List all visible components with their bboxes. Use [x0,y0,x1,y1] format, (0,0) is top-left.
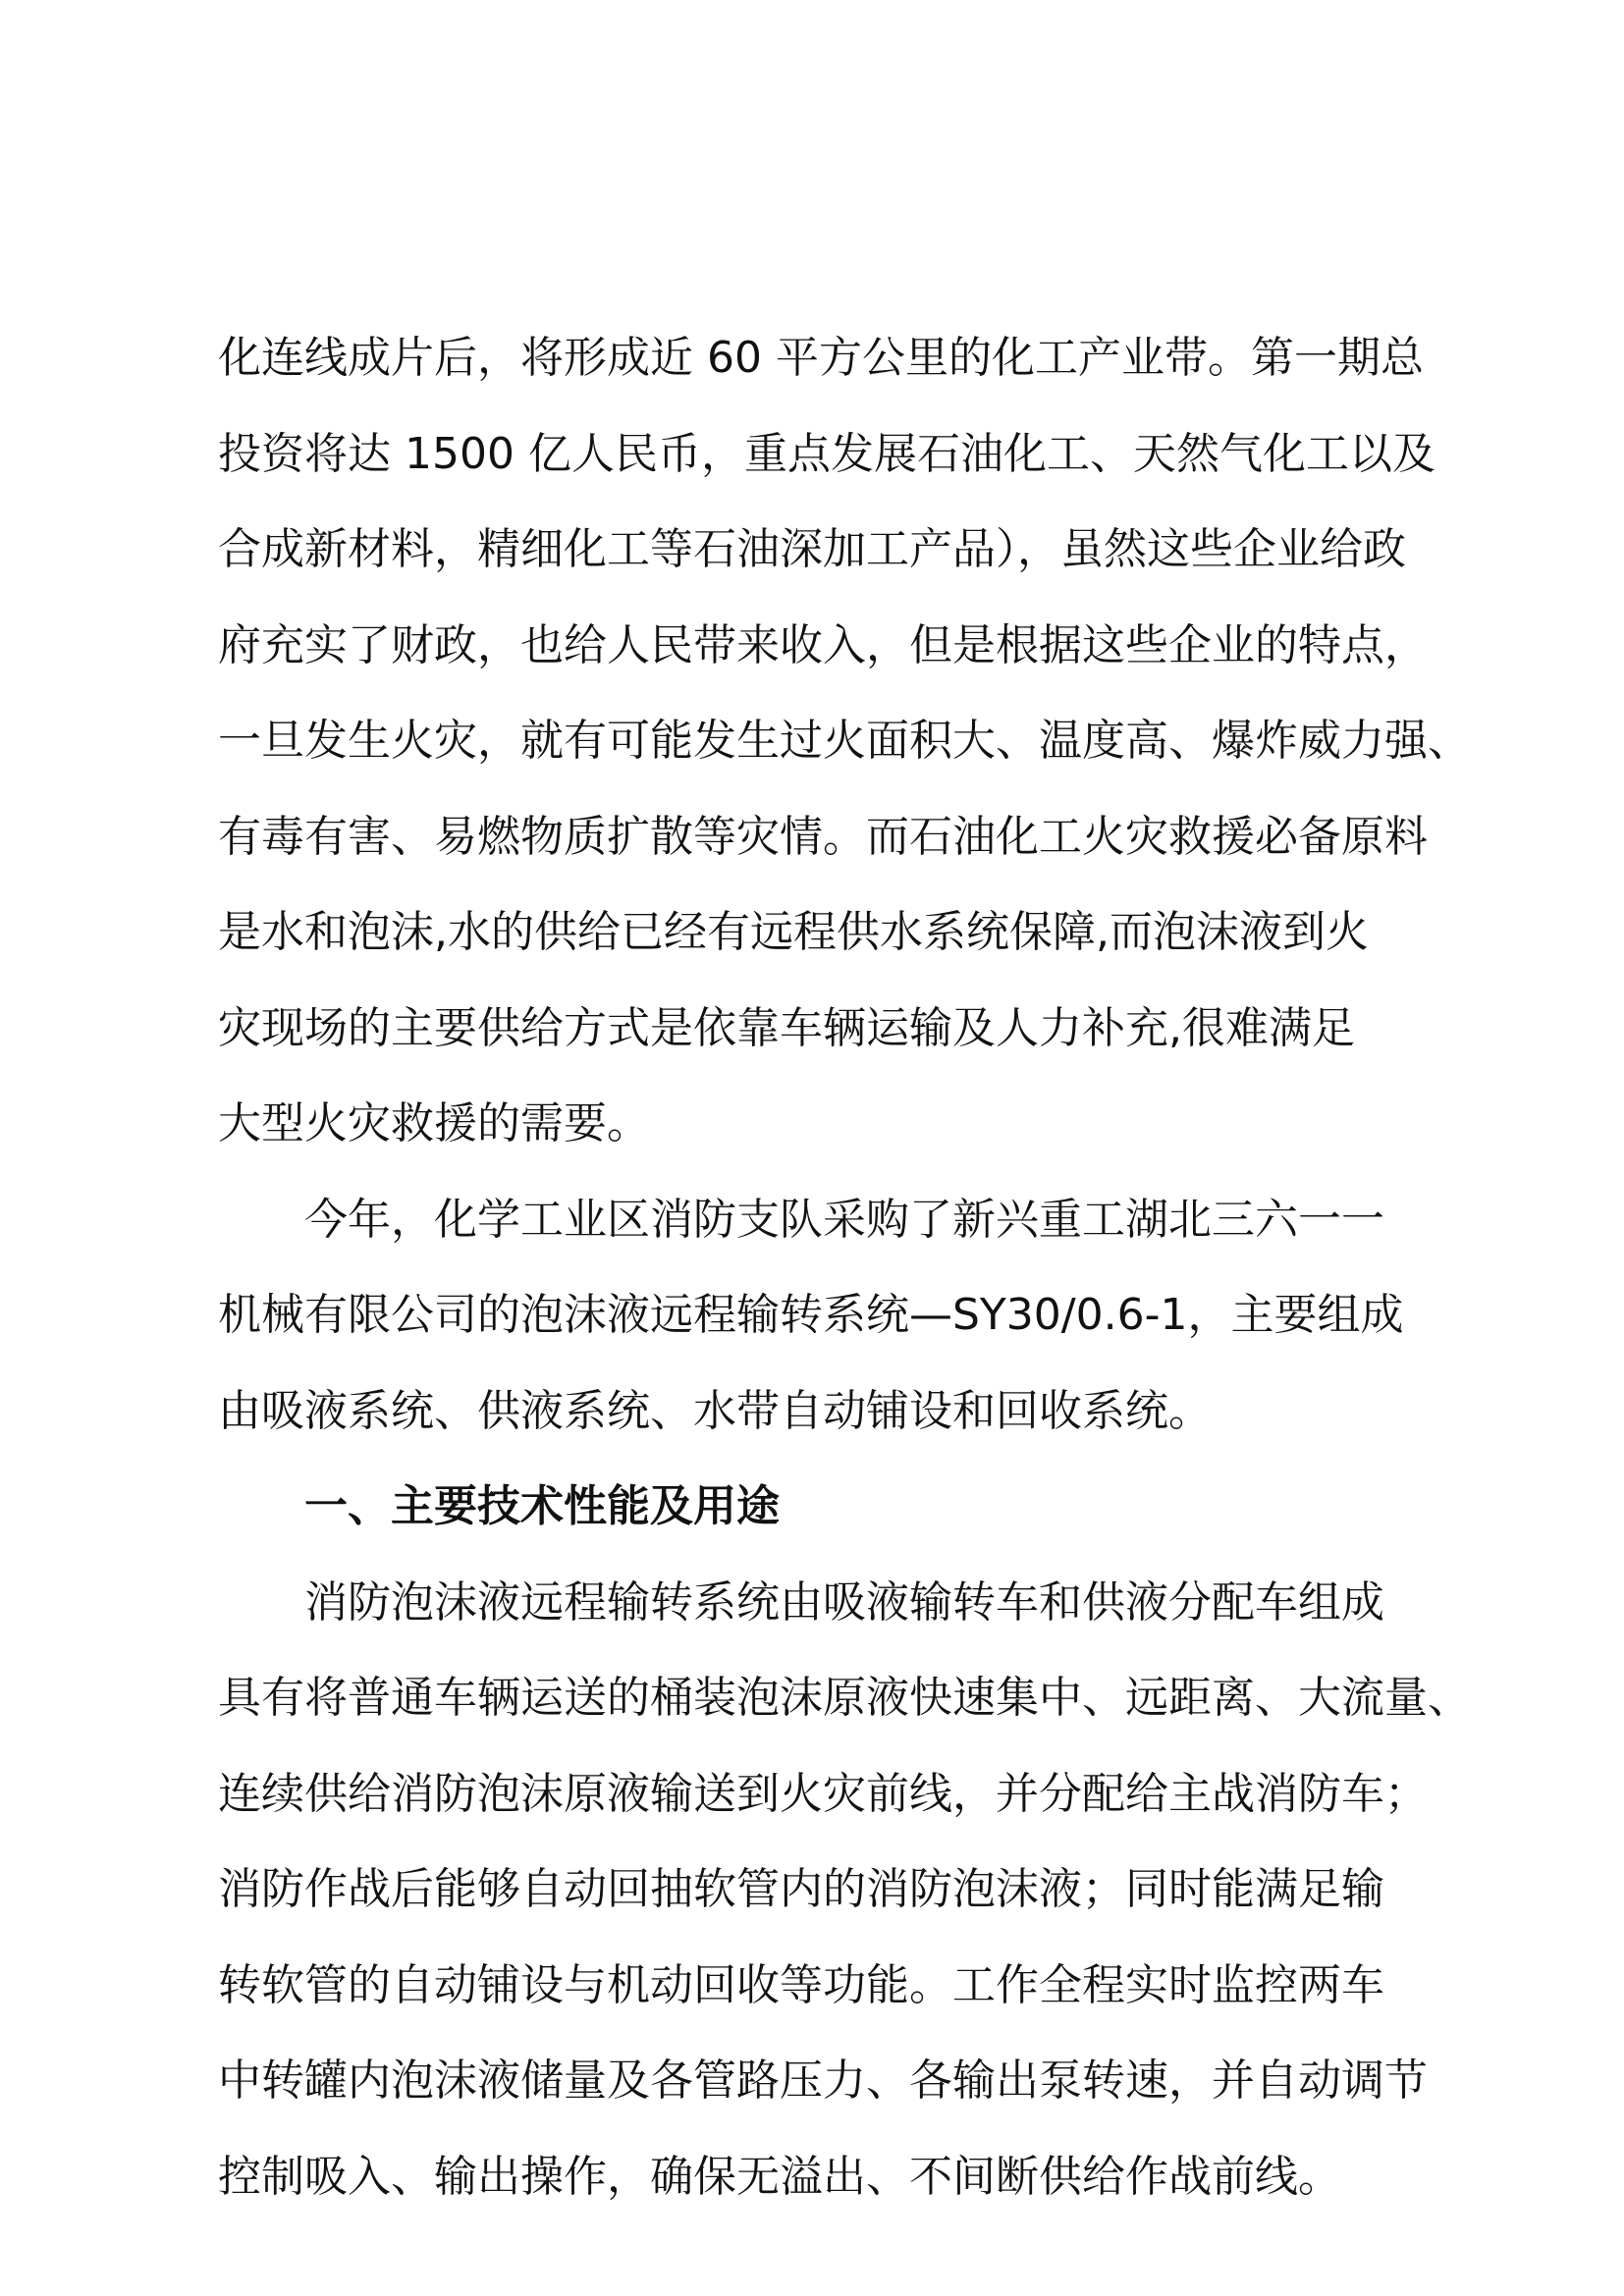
text-line: 有毒有害、易燃物质扩散等灾情。而石油化工火灾救援必备原料 [218,811,1428,862]
text-line: 由吸液系统、供液系统、水带自动铺设和回收系统。 [218,1385,1212,1436]
text-line: 控制吸入、输出操作，确保无溢出、不间断供给作战前线。 [218,2151,1341,2202]
text-line: 中转罐内泡沫液储量及各管路压力、各输出泵转速，并自动调节 [218,2056,1428,2106]
paragraph-background [218,310,1471,1172]
text-line: 合成新材料，精细化工等石油深加工产品），虽然这些企业给政 [218,524,1406,574]
text-line: 一旦发生火灾，就有可能发生过火面积大、温度高、爆炸威力强、 [218,716,1471,766]
document-page [218,310,1471,2224]
text-line: 转软管的自动铺设与机动回收等功能。工作全程实时监控两车 [218,1959,1384,2010]
text-line: 消防作战后能够自动回抽软管内的消防泡沫液；同时能满足输 [218,1864,1384,1914]
text-line: 今年，化学工业区消防支队采购了新兴重工湖北三六一一 [304,1194,1384,1245]
text-line: 化连线成片后，将形成近 60 平方公里的化工产业带。第一期总 [218,333,1424,383]
text-line: 灾现场的主要供给方式是依靠车辆运输及人力补充,很难满足 [218,1002,1355,1053]
paragraph-procurement [218,1172,1428,1460]
section-heading [218,1459,1428,1555]
text-line: 机械有限公司的泡沫液远程输转系统—SY30/0.6-1，主要组成 [218,1290,1404,1340]
text-line: 投资将达 1500 亿人民币，重点发展石油化工、天然气化工以及 [218,428,1435,479]
text-line: 大型火灾救援的需要。 [218,1098,650,1148]
text-line: 连续供给消防泡沫原液输送到火灾前线，并分配给主战消防车； [218,1768,1428,1819]
text-line: 府充实了财政，也给人民带来收入，但是根据这些企业的特点， [218,619,1428,670]
text-line: 具有将普通车辆运送的桶装泡沫原液快速集中、远距离、大流量、 [218,1673,1471,1723]
paragraph-system-description [218,1555,1471,2225]
text-line: 是水和泡沫,水的供给已经有远程供水系统保障,而泡沫液到火 [218,907,1369,957]
text-line: 消防泡沫液远程输转系统由吸液输转车和供液分配车组成 [304,1576,1384,1628]
section-heading-text: 一、主要技术性能及用途 [304,1481,780,1531]
